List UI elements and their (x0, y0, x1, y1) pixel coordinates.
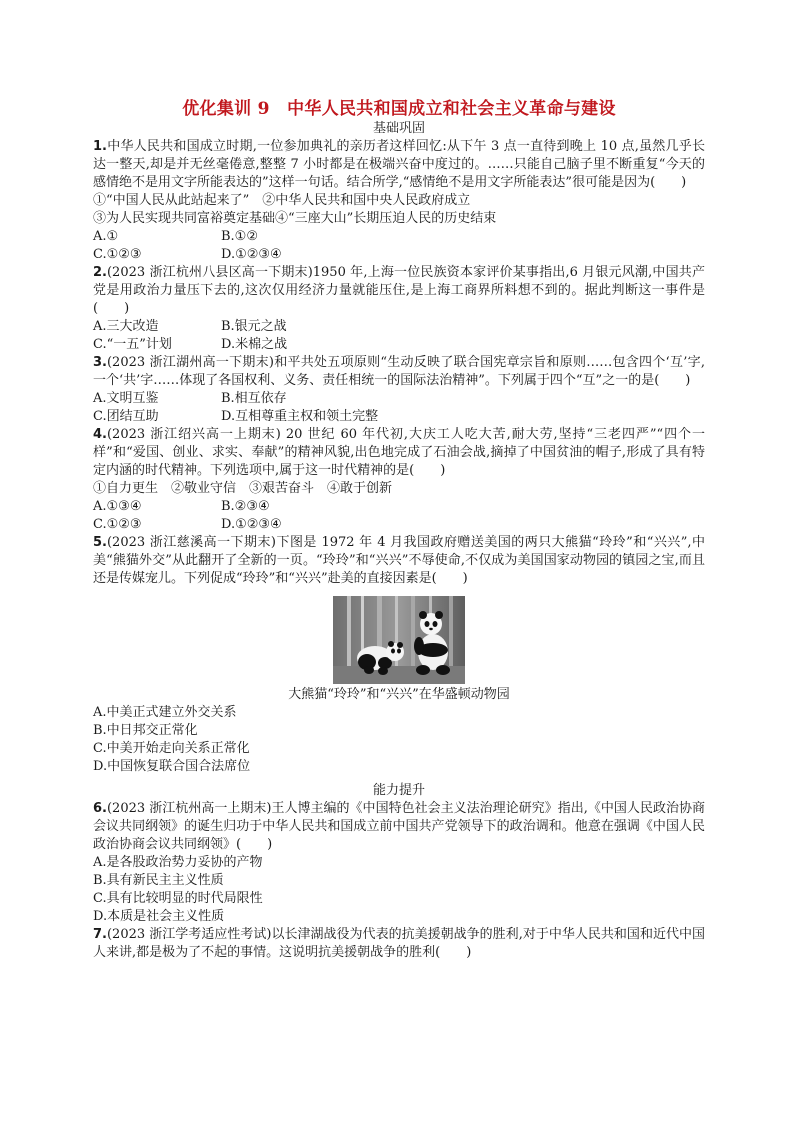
option-a[interactable]: A.文明互鉴 (93, 391, 159, 406)
option-d[interactable]: D.互相尊重主权和领土完整 (221, 409, 379, 424)
question-1-item: ③为人民实现共同富裕奠定基础④“三座大山”长期压迫人民的历史结束 (93, 211, 497, 226)
option-c[interactable]: C.①②③ (93, 247, 142, 262)
question-text: (2023 浙江慈溪高一下期末)下图是 1972 年 4 月我国政府赠送美国的两只大熊猫“玲玲”和“兴兴”,中美“熊猫外交”从此翻开了全新的一页。“玲玲”和“兴兴”不辱使命,不仅成为美国国家动物园的镇园之宝,而且还是传媒宠儿。下列促成“玲玲”和“兴兴”赴美的直接因素是( ) (93, 535, 705, 586)
question-text: (2023 浙江学考适应性考试)以长津湖战役为代表的抗美援朝战争的胜利,对于中华人民共和国和近代中国人来讲,都是极为了不起的事情。这说明抗美援朝战争的胜利( ) (93, 927, 705, 960)
figure-caption: 大熊猫“玲玲”和“兴兴”在华盛顿动物园 (288, 687, 510, 702)
option-b[interactable]: B.具有新民主主义性质 (93, 873, 224, 888)
option-b[interactable]: B.银元之战 (221, 319, 287, 334)
question-3 (93, 354, 705, 390)
question-number: 6. (93, 801, 107, 816)
question-7 (93, 926, 705, 962)
option-d[interactable]: D.米棉之战 (221, 337, 288, 352)
question-1-item: ①“中国人民从此站起来了” ②中华人民共和国中央人民政府成立 (93, 193, 471, 208)
option-c[interactable]: C.具有比较明显的时代局限性 (93, 891, 263, 906)
option-b[interactable]: B.中日邦交正常化 (93, 723, 198, 738)
question-text: (2023 浙江湖州高一下期末)和平共处五项原则“生动反映了联合国宪章宗旨和原则……包含四个‘互’字,一个‘共’字……体现了各国权利、义务、责任相统一的国际法治精神”。下列属于四个“互”之一的是( ) (93, 355, 705, 388)
section-heading-basic: 基础巩固 (372, 121, 425, 136)
option-b[interactable]: B.相互依存 (221, 391, 287, 406)
question-2-options (93, 318, 705, 354)
option-d[interactable]: D.①②③④ (221, 247, 282, 262)
question-text: (2023 浙江杭州高一上期末)王人博主编的《中国特色社会主义法治理论研究》指出,《中国人民政治协商会议共同纲领》的诞生归功于中华人民共和国成立前中国共产党领导下的政治调和。他意在强调《中国人民政治协商会议共同纲领》( ) (93, 801, 705, 852)
option-c[interactable]: C.团结互助 (93, 409, 159, 424)
question-2 (93, 264, 705, 318)
page-title: 优化集训 9 中华人民共和国成立和社会主义革命与建设 (182, 99, 616, 119)
question-4-item: ①自力更生 ②敬业守信 ③艰苦奋斗 ④敢于创新 (93, 481, 393, 496)
option-c[interactable]: C.中美开始走向关系正常化 (93, 741, 250, 756)
option-a[interactable]: A.中美正式建立外交关系 (93, 705, 237, 720)
option-c[interactable]: C.“一五”计划 (93, 337, 172, 352)
option-d[interactable]: D.①②③④ (221, 517, 282, 532)
option-b[interactable]: B.②③④ (221, 499, 270, 514)
question-number: 3. (93, 355, 107, 370)
option-a[interactable]: A.三大改造 (93, 319, 159, 334)
question-5 (93, 534, 705, 588)
question-4-options (93, 498, 705, 534)
panda-photo (333, 596, 465, 684)
question-text: (2023 浙江绍兴高一上期末) 20 世纪 60 年代初,大庆工人吃大苦,耐大劳,坚持“三老四严”“四个一样”和“爱国、创业、求实、奉献”的精神风貌,出色地完成了石油会战,摘掉了中国贫油的帽子,形成了具有特定内涵的时代精神。下列选项中,属于这一时代精神的是( ) (93, 427, 705, 478)
question-1-options (93, 228, 705, 264)
option-b[interactable]: B.①② (221, 229, 258, 244)
option-c[interactable]: C.①②③ (93, 517, 142, 532)
question-number: 5. (93, 535, 107, 550)
question-3-options (93, 390, 705, 426)
option-d[interactable]: D.中国恢复联合国合法席位 (93, 759, 251, 774)
question-text: 中华人民共和国成立时期,一位参加典礼的亲历者这样回忆:从下午 3 点一直待到晚上 10 点,虽然几乎长达一整天,却是并无丝毫倦意,整整 7 小时都是在极端兴奋中度过的。……只能自己脑子里不断重复“今天的感情绝不是用文字所能表达的”这样一句话。结合所学,“感情绝不是用文字所能表达”很可能是因为( ) (93, 139, 705, 190)
option-d[interactable]: D.本质是社会主义性质 (93, 909, 225, 924)
question-4 (93, 426, 705, 480)
section-heading-advanced: 能力提升 (372, 783, 425, 798)
option-a[interactable]: A.① (93, 229, 119, 244)
question-1 (93, 138, 705, 192)
document-page (93, 98, 705, 962)
question-6 (93, 800, 705, 854)
question-number: 7. (93, 927, 107, 942)
question-number: 2. (93, 265, 107, 280)
question-text: (2023 浙江杭州八县区高一下期末)1950 年,上海一位民族资本家评价某事指出,6 月银元风潮,中国共产党是用政治力量压下去的,这次仅用经济力量就能压住,是上海工商界所料想不到的。据此判断这一事件是( ) (93, 265, 705, 316)
option-a[interactable]: A.①③④ (93, 499, 142, 514)
question-number: 1. (93, 139, 107, 154)
question-number: 4. (93, 427, 107, 442)
option-a[interactable]: A.是各股政治势力妥协的产物 (93, 855, 263, 870)
